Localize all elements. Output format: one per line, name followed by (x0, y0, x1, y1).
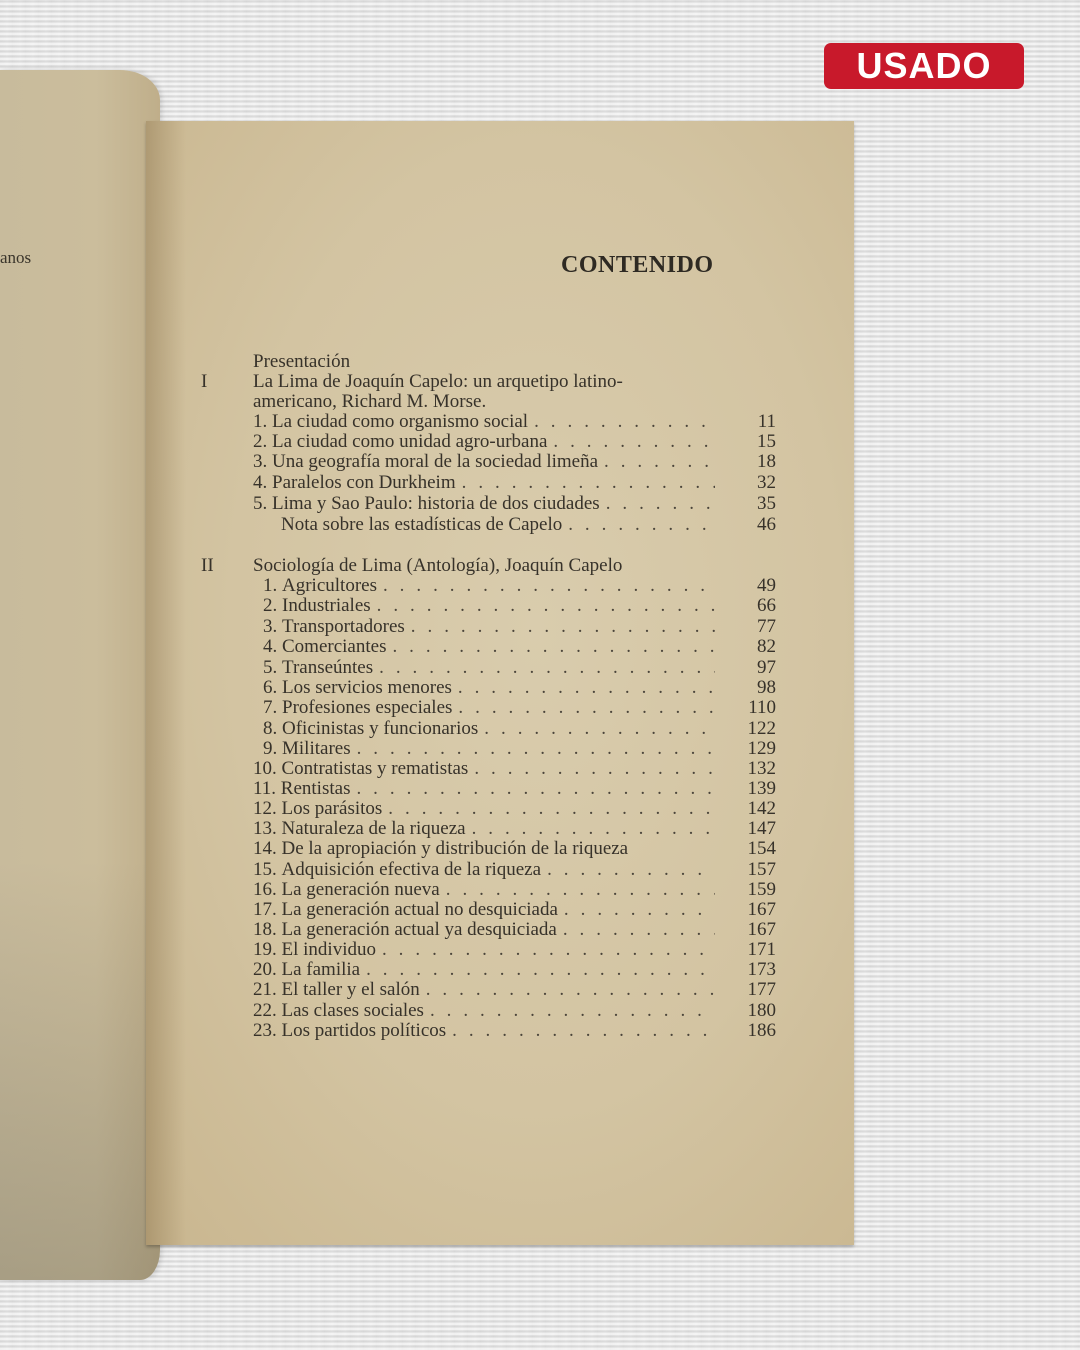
entry-title: Contratistas y rematistas (281, 758, 469, 779)
dot-leader (420, 979, 715, 1000)
entry-title: La familia (281, 959, 361, 980)
toc-entry (146, 859, 854, 880)
dot-leader (350, 778, 715, 799)
entry-number: 3. (263, 616, 278, 637)
entry-title: Naturaleza de la riqueza (281, 818, 466, 839)
entry-page: 157 (747, 859, 776, 880)
entry-title: Las clases sociales (281, 1000, 424, 1021)
entry-page: 122 (747, 718, 776, 739)
entry-page: 154 (747, 838, 776, 859)
entry-number: 2. (253, 431, 268, 452)
entry-page: 15 (757, 431, 776, 452)
entry-number: 2. (263, 595, 278, 616)
entry-page: 11 (757, 411, 776, 432)
right-page (146, 121, 854, 1245)
dot-leader (376, 939, 715, 960)
dot-leader (446, 1020, 715, 1041)
entry-title: Industriales (282, 595, 371, 616)
entry-number: 18. (253, 919, 277, 940)
dot-leader (528, 411, 715, 432)
entry-number: 11. (253, 778, 277, 799)
entry-page: 49 (757, 575, 776, 596)
toc-entry (146, 595, 854, 616)
toc-entry (146, 514, 854, 535)
toc-entry (146, 939, 854, 960)
toc-entry (146, 979, 854, 1000)
entry-page: 132 (747, 758, 776, 779)
entry-title: La ciudad como unidad agro-urbana (272, 431, 548, 452)
toc-preface-row (146, 351, 854, 372)
toc-entry (146, 798, 854, 819)
entry-number: 8. (263, 718, 278, 739)
entry-title: Transportadores (282, 616, 405, 637)
dot-leader (541, 859, 715, 880)
toc-entry (146, 451, 854, 472)
dot-leader (424, 1000, 715, 1021)
toc-entry (146, 616, 854, 637)
toc-part-heading-row (146, 371, 854, 392)
entry-number: 6. (263, 677, 278, 698)
entry-number: 9. (263, 738, 278, 759)
toc-entry (146, 472, 854, 493)
dot-leader (377, 575, 715, 596)
toc-entry (146, 677, 854, 698)
entry-page: 35 (757, 493, 776, 514)
entry-number: 20. (253, 959, 277, 980)
entry-page: 177 (747, 979, 776, 1000)
entry-page: 180 (747, 1000, 776, 1021)
toc-entry (146, 411, 854, 432)
toc-entry (146, 575, 854, 596)
entry-number: 22. (253, 1000, 277, 1021)
entry-page: 66 (757, 595, 776, 616)
toc-entry (146, 657, 854, 678)
entry-number: 17. (253, 899, 277, 920)
entry-title: Una geografía moral de la sociedad limeña (272, 451, 599, 472)
dot-leader (371, 595, 715, 616)
entry-title: La generación actual no desquiciada (281, 899, 558, 920)
toc-entry (146, 879, 854, 900)
dot-leader (562, 514, 715, 535)
entry-title: Militares (282, 738, 351, 759)
toc-entry (146, 493, 854, 514)
entry-number: 3. (253, 451, 268, 472)
entry-page: 139 (747, 778, 776, 799)
entry-page: 186 (747, 1020, 776, 1041)
entry-number: 21. (253, 979, 277, 1000)
dot-leader (468, 758, 715, 779)
dot-leader (600, 493, 715, 514)
entry-title: Los partidos políticos (281, 1020, 447, 1041)
toc-entry (146, 778, 854, 799)
left-page-text-fragment: anos (0, 248, 32, 267)
entry-title: Nota sobre las estadísticas de Capelo (281, 514, 563, 535)
left-page (0, 70, 160, 1280)
entry-page: 46 (757, 514, 776, 535)
dot-leader (360, 959, 715, 980)
toc-entry (146, 899, 854, 920)
entry-title: Adquisición efectiva de la riqueza (281, 859, 542, 880)
toc-entry (146, 919, 854, 940)
entry-title: Los parásitos (281, 798, 383, 819)
toc-entry (146, 838, 854, 859)
entry-title: La generación actual ya desquiciada (281, 919, 557, 940)
entry-page: 167 (747, 919, 776, 940)
dot-leader (558, 899, 715, 920)
entry-page: 147 (747, 818, 776, 839)
entry-title: Paralelos con Durkheim (272, 472, 456, 493)
entry-number: 14. (253, 838, 277, 859)
entry-title: Agricultores (282, 575, 377, 596)
toc-entry (146, 697, 854, 718)
entry-number: 12. (253, 798, 277, 819)
entry-page: 171 (747, 939, 776, 960)
toc-part-heading-row (146, 555, 854, 576)
toc-part-heading-row (146, 391, 854, 412)
part-heading: La Lima de Joaquín Capelo: un arquetipo latino- (253, 371, 623, 392)
part-numeral: II (201, 555, 214, 576)
dot-leader (351, 738, 715, 759)
toc-entry (146, 431, 854, 452)
entry-page: 167 (747, 899, 776, 920)
dot-leader (478, 718, 715, 739)
part-numeral: I (201, 371, 208, 392)
toc-entry (146, 758, 854, 779)
entry-number: 1. (263, 575, 278, 596)
entry-title: Transeúntes (282, 657, 374, 678)
entry-title: El individuo (281, 939, 376, 960)
entry-page: 98 (757, 677, 776, 698)
entry-number: 5. (253, 493, 268, 514)
entry-title: La generación nueva (281, 879, 440, 900)
entry-title: Oficinistas y funcionarios (282, 718, 479, 739)
dot-leader (382, 798, 715, 819)
entry-title: La ciudad como organismo social (272, 411, 529, 432)
entry-number: 1. (253, 411, 268, 432)
entry-title: Comerciantes (282, 636, 387, 657)
page-title: CONTENIDO (561, 252, 714, 278)
entry-title: De la apropiación y distribución de la riqueza (281, 838, 629, 859)
toc-entry (146, 1020, 854, 1041)
entry-page: 110 (748, 697, 776, 718)
entry-page: 173 (747, 959, 776, 980)
entry-number: 19. (253, 939, 277, 960)
dot-leader (440, 879, 715, 900)
entry-page: 77 (757, 616, 776, 637)
dot-leader (598, 451, 715, 472)
entry-number: 13. (253, 818, 277, 839)
entry-title: Lima y Sao Paulo: historia de dos ciudades (272, 493, 600, 514)
dot-leader (466, 818, 715, 839)
entry-number: 15. (253, 859, 277, 880)
entry-page: 129 (747, 738, 776, 759)
entry-page: 97 (757, 657, 776, 678)
toc-entry (146, 636, 854, 657)
entry-page: 159 (747, 879, 776, 900)
dot-leader (373, 657, 715, 678)
entry-number: 16. (253, 879, 277, 900)
entry-title: Rentistas (280, 778, 351, 799)
dot-leader (456, 472, 715, 493)
toc-entry (146, 1000, 854, 1021)
toc-entry (146, 718, 854, 739)
dot-leader (547, 431, 715, 452)
entry-number: 4. (253, 472, 268, 493)
entry-number: 23. (253, 1020, 277, 1041)
toc-preface: Presentación (253, 351, 351, 372)
toc-entry (146, 738, 854, 759)
entry-number: 7. (263, 697, 278, 718)
entry-title: Los servicios menores (282, 677, 452, 698)
condition-badge: USADO (824, 43, 1024, 89)
dot-leader (405, 616, 715, 637)
dot-leader (452, 677, 715, 698)
dot-leader (452, 697, 715, 718)
entry-number: 5. (263, 657, 278, 678)
dot-leader (557, 919, 715, 940)
entry-title: El taller y el salón (281, 979, 420, 1000)
part-heading: Sociología de Lima (Antología), Joaquín Capelo (253, 555, 623, 576)
entry-page: 32 (757, 472, 776, 493)
entry-page: 142 (747, 798, 776, 819)
toc-entry (146, 818, 854, 839)
part-heading-continued: americano, Richard M. Morse. (253, 391, 487, 412)
dot-leader (386, 636, 715, 657)
entry-number: 10. (253, 758, 277, 779)
entry-number: 4. (263, 636, 278, 657)
entry-page: 82 (757, 636, 776, 657)
toc-entry (146, 959, 854, 980)
entry-title: Profesiones especiales (282, 697, 453, 718)
entry-page: 18 (757, 451, 776, 472)
